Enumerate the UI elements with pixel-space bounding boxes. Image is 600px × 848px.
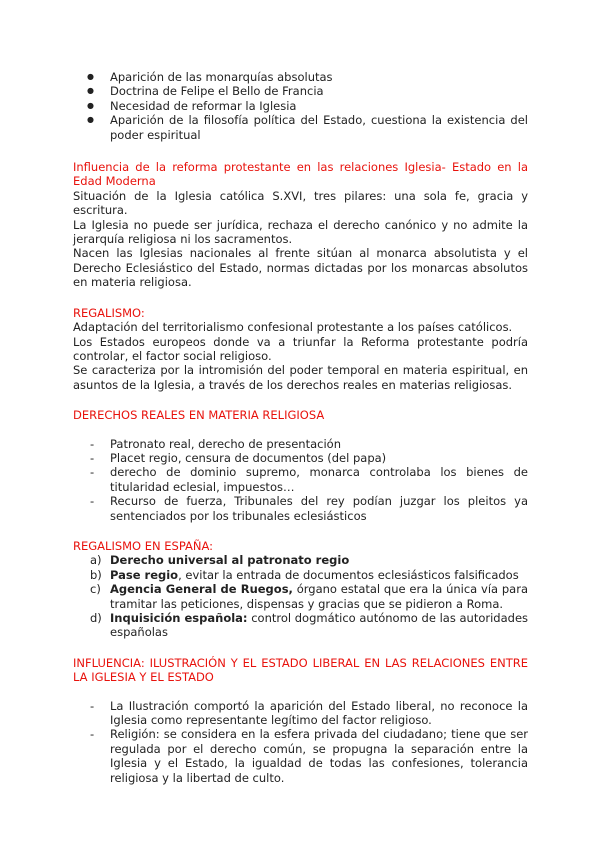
list-item [73, 582, 528, 611]
list-marker: a) [90, 553, 102, 568]
list-item: - Recurso de fuerza, Tribunales del rey podían juzgar los pleitos ya sentenciados por los tribunales eclesiásticos [73, 494, 528, 523]
dash-list [73, 699, 528, 785]
list-marker: c) [90, 582, 101, 597]
bullet-list [73, 70, 528, 142]
list-marker: b) [90, 567, 102, 582]
list-item [73, 568, 528, 582]
item-term: Agencia General de Ruegos, [110, 582, 293, 597]
paragraph: La Iglesia no puede ser jurídica, rechaza el derecho canónico y no admite la jerarquía religiosa ni los sacramentos. [73, 217, 528, 247]
section-heading-espana: REGALISMO EN ESPAÑA: [73, 538, 214, 553]
list-item: - La Ilustración comportó la aparición del Estado liberal, no reconoce la Iglesia como representante legítimo del factor religioso. [73, 699, 528, 728]
section-heading-ilustracion: INFLUENCIA: ILUSTRACIÓN Y EL ESTADO LIBERAL EN LAS RELACIONES ENTRE LA IGLESIA Y EL ESTADO [73, 655, 528, 685]
list-item [73, 611, 528, 640]
list-item: ● Aparición de las monarquías absolutas [73, 70, 528, 84]
section-heading-derechos: DERECHOS REALES EN MATERIA RELIGIOSA [73, 408, 325, 423]
list-item: - Patronato real, derecho de presentación [73, 437, 528, 451]
list-item: - Placet regio, censura de documentos (del papa) [73, 451, 528, 465]
list-item: - derecho de dominio supremo, monarca controlaba los bienes de titularidad eclesial, impuestos… [73, 465, 528, 494]
dash-list [73, 437, 528, 523]
section-heading-reforma: Influencia de la reforma protestante en las relaciones Iglesia- Estado en la Edad Moderna [73, 160, 528, 189]
paragraph: Adaptación del territorialismo confesional protestante a los países católicos. [73, 320, 513, 335]
paragraph: Los Estados europeos donde va a triunfar la Reforma protestante podría controlar, el factor social religioso. [73, 334, 528, 363]
lettered-list [73, 553, 528, 639]
list-item: ● Necesidad de reformar la Iglesia [73, 99, 528, 113]
paragraph: Nacen las Iglesias nacionales al frente sitúan al monarca absolutista y el Derecho Eclesiástico del Estado, normas dictadas por los monarcas absolutos en materia religiosa. [73, 246, 528, 290]
item-text: órgano estatal que era la única vía para tramitar las peticiones, dispensas y gracias que se pidieron a Roma. [110, 582, 528, 611]
item-term: Pase regio [110, 567, 179, 582]
document-content [73, 70, 528, 785]
list-item: ● Aparición de la filosofía política del Estado, cuestiona la existencia del poder espiritual [73, 113, 528, 142]
list-item [73, 553, 528, 567]
item-text: , evitar la entrada de documentos eclesiásticos falsificados [178, 567, 519, 582]
list-item: ● Doctrina de Felipe el Bello de Francia [73, 84, 528, 98]
list-item: - Religión: se considera en la esfera privada del ciudadano; tiene que ser regulada por el derecho común, se propugna la separación entre la Iglesia y el Estado, la igualdad de todas las confesiones, tolerancia religiosa y la libertad de culto. [73, 727, 528, 785]
section-heading-regalismo: REGALISMO: [73, 305, 145, 320]
item-term: Derecho universal al patronato regio [110, 553, 350, 568]
paragraph: Se caracteriza por la intromisión del poder temporal en materia espiritual, en asuntos de la Iglesia, a través de los derechos reales en materias religiosas. [73, 363, 528, 392]
item-text: control dogmático autónomo de las autoridades españolas [110, 611, 529, 640]
paragraph: Situación de la Iglesia católica S.XVI, tres pilares: una sola fe, gracia y escritura. [73, 188, 528, 218]
item-term: Inquisición española: [110, 611, 248, 625]
list-marker: d) [90, 611, 102, 625]
